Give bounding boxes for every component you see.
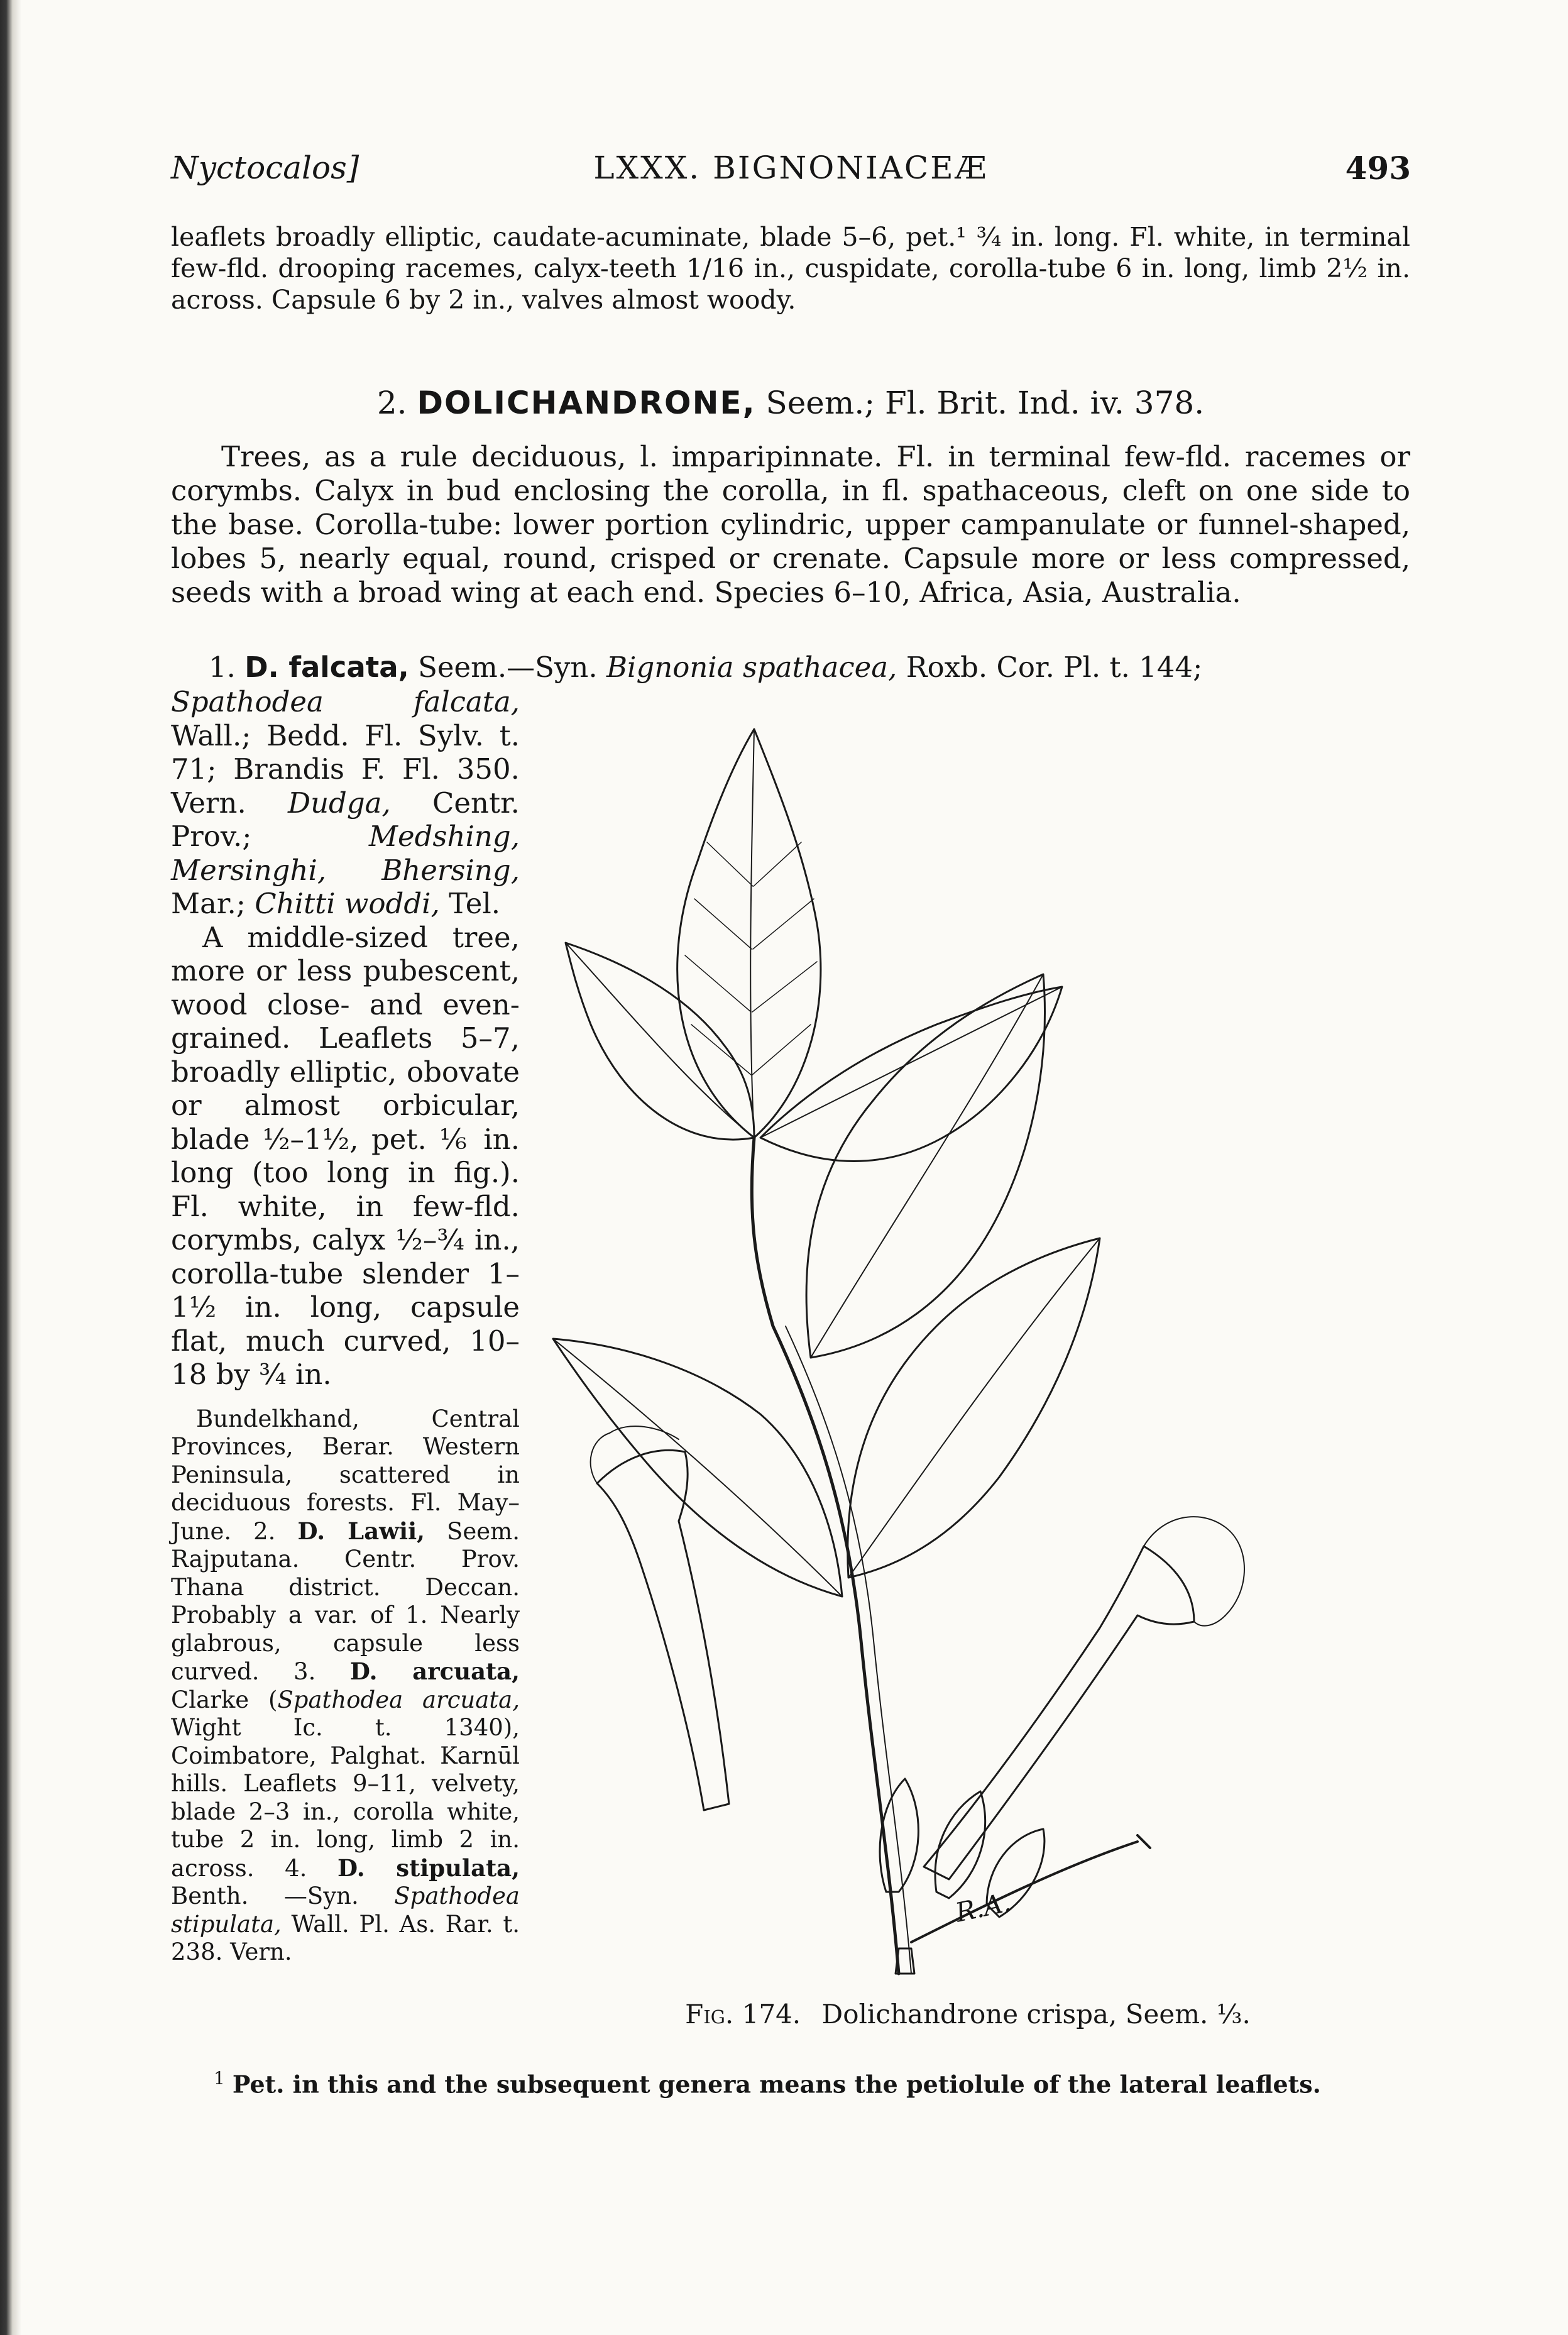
figure-caption (622, 1999, 1313, 2030)
leaf-right-mid (848, 1238, 1100, 1578)
page-binding-shadow (0, 0, 21, 2335)
flower-right (924, 1546, 1194, 1879)
leaf-left-lower (553, 1339, 842, 1596)
sp2-name: D. Lawii, (297, 1517, 425, 1545)
vernacular-2: Medshing, Mersinghi, Bhersing, (171, 820, 520, 887)
sp4-number: 4. (285, 1854, 307, 1882)
figure-label: Fig. 174. (685, 1999, 801, 2030)
species-synonymy (171, 685, 520, 921)
synonym-spathodea: Spathodea falcata, (171, 685, 520, 718)
synonym-bignonia-ref: Roxb. Cor. Pl. t. 144; (906, 651, 1203, 684)
running-head-left: Nyctocalos] (171, 150, 359, 186)
sp3-name: D. arcuata, (349, 1657, 520, 1685)
sp2-text: Seem. Rajputana. Centr. Prov. Thana district. Deccan. Probably a var. of 1. Nearly glabrous, capsule less curved. (171, 1517, 520, 1685)
vernacular-3: Chitti woddi, (255, 887, 440, 920)
sp4-name: D. stipulata, (337, 1854, 520, 1882)
side-branch (911, 1842, 1138, 1942)
vernacular-2-region: Mar.; (171, 887, 246, 920)
botanical-illustration (547, 698, 1320, 1986)
species-heading (171, 651, 1410, 684)
distribution-text: Bundelkhand, Central Provinces, Berar. Western Peninsula, scattered in deciduous forests. Fl. May–June. (171, 1405, 520, 1545)
distribution-notes (171, 1405, 520, 1967)
footnote-text: Pet. in this and the subsequent genera means the petiolule of the lateral leaflets. (232, 2070, 1321, 2099)
page-number: 493 (1345, 150, 1411, 187)
illustrator-signature: R.A. (952, 1886, 1014, 1928)
figure-scale: ⅓. (1216, 1999, 1251, 2030)
synonym-refs: Wall.; Bedd. Fl. Sylv. t. 71; Brandis F. Fl. 350. Vern. (171, 718, 520, 820)
sp4-text: Wall. Pl. As. Rar. t. 238. Vern. (171, 1910, 520, 1965)
vernacular-1-region: Centr. Prov.; (171, 786, 520, 853)
sp3-authority: Clarke ( (171, 1686, 278, 1713)
bud-1 (880, 1779, 918, 1892)
genus-heading (171, 385, 1410, 421)
running-head-title: LXXX. BIGNONIACEÆ (593, 150, 989, 186)
synonym-bignonia: Bignonia spathacea, (606, 651, 897, 684)
species-text-column (171, 685, 520, 1967)
main-stem (752, 1138, 899, 1974)
vernacular-3-region: Tel. (449, 887, 501, 920)
genus-description: Trees, as a rule deciduous, l. imparipinnate. Fl. in terminal few-fld. racemes or corymbs. Calyx in bud enclosing the corolla, in fl. spathaceous, cleft on one side to the base. Corolla-tube: lower portion cylindric, upper campanulate or funnel-shaped, lobes 5, nearly equal, round, crisped or crenate. Capsule more or less compressed, seeds with a broad wing at each end. Species 6–10, Africa, Asia, Australia. (171, 440, 1410, 609)
sp3-text: Wight Ic. t. 1340), Coimbatore, Palghat. Karnūl hills. Leaflets 9–11, velvety, blade 2–3 in., corolla white, tube 2 in. long, limb 2 in. across. (171, 1714, 520, 1882)
species-number: 1. (209, 651, 236, 684)
sp3-number: 3. (293, 1658, 316, 1685)
figure-title: Dolichandrone crispa, Seem. (821, 1999, 1209, 2030)
leaf-terminal (677, 729, 821, 1138)
flower-left (597, 1450, 729, 1810)
genus-authority: Seem.; Fl. Brit. Ind. iv. 378. (765, 385, 1205, 421)
running-head (171, 150, 1411, 194)
vernacular-1: Dudga, (287, 786, 391, 820)
genus-name: DOLICHANDRONE, (417, 385, 756, 421)
leaf-right-large (806, 974, 1044, 1358)
continued-paragraph: leaflets broadly elliptic, caudate-acuminate, blade 5–6, pet.¹ ¾ in. long. Fl. white, in terminal few-fld. drooping racemes, calyx-teeth 1/16 in., cuspidate, corolla-tube 6 in. long, limb 2½ in. across. Capsule 6 by 2 in., valves almost woody. (171, 222, 1410, 315)
species-name: D. falcata, (244, 651, 409, 684)
species-authority: Seem.—Syn. (418, 651, 598, 684)
sp4-synonym: Spathodea stipulata, (171, 1882, 520, 1938)
genus-number: 2. (376, 385, 407, 421)
footnote-mark: 1 (214, 2068, 225, 2089)
species-description: A middle-sized tree, more or less pubescent, wood close- and even-grained. Leaflets 5–7, broadly elliptic, obovate or almost orbicular, blade ½–1½, pet. ⅙ in. long (too long in fig.). Fl. white, in few-fld. corymbs, calyx ½–¾ in., corolla-tube slender 1–1½ in. long, capsule flat, much curved, 10–18 by ¾ in. (171, 920, 520, 1391)
sp4-authority: Benth. —Syn. (171, 1882, 359, 1909)
footnote (214, 2068, 1408, 2099)
leaf-right-upper (760, 987, 1062, 1162)
sp3-synonym: Spathodea arcuata, (277, 1686, 520, 1713)
sp2-number: 2. (253, 1517, 276, 1545)
